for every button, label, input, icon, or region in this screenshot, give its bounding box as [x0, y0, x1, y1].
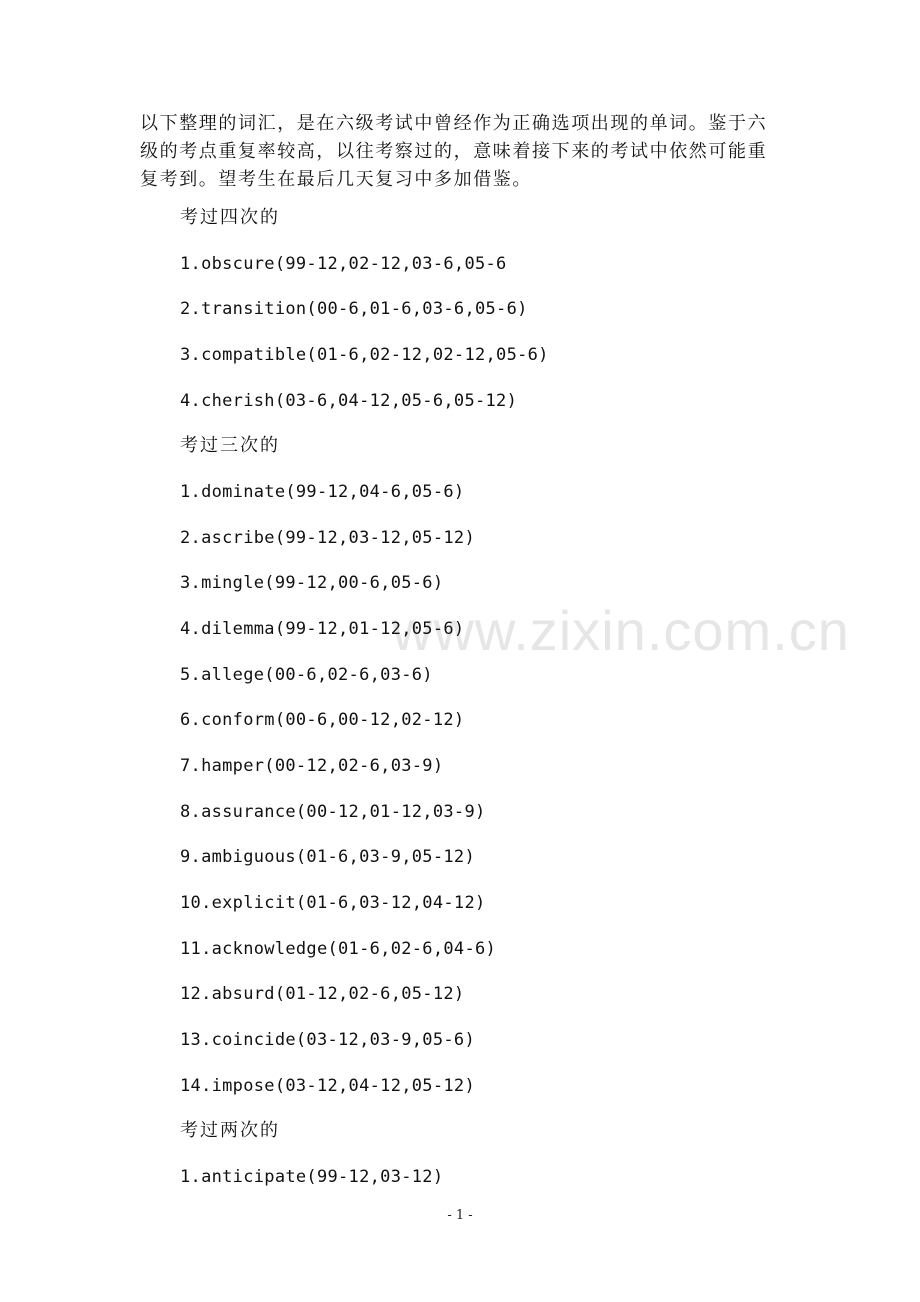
word-item: 11.acknowledge(01-6,02-6,04-6)	[180, 939, 497, 959]
word-item: 13.coincide(03-12,03-9,05-6)	[180, 1030, 475, 1050]
word-item: 6.conform(00-6,00-12,02-12)	[180, 710, 465, 730]
watermark: www.zixin.com.cn	[392, 599, 850, 662]
word-item: 4.cherish(03-6,04-12,05-6,05-12)	[180, 391, 518, 411]
page-number: - 1 -	[447, 1208, 473, 1223]
word-item: 14.impose(03-12,04-12,05-12)	[180, 1076, 475, 1096]
word-item: 1.dominate(99-12,04-6,05-6)	[180, 482, 465, 502]
word-item: 1.anticipate(99-12,03-12)	[180, 1167, 444, 1187]
word-item: 2.ascribe(99-12,03-12,05-12)	[180, 528, 475, 548]
word-item: 8.assurance(00-12,01-12,03-9)	[180, 802, 486, 822]
word-item: 7.hamper(00-12,02-6,03-9)	[180, 756, 444, 776]
intro-paragraph: 以下整理的词汇，是在六级考试中曾经作为正确选项出现的单词。鉴于六级的考点重复率较高，以往考察过的，意味着接下来的考试中依然可能重复考到。望考生在最后几天复习中多加借鉴。	[140, 113, 768, 190]
word-item: 10.explicit(01-6,03-12,04-12)	[180, 893, 486, 913]
section-heading-two-times: 考过两次的	[180, 1120, 280, 1141]
word-item: 1.obscure(99-12,02-12,03-6,05-6	[180, 254, 507, 274]
word-item: 3.mingle(99-12,00-6,05-6)	[180, 573, 444, 593]
word-item: 2.transition(00-6,01-6,03-6,05-6)	[180, 299, 528, 319]
word-item: 3.compatible(01-6,02-12,02-12,05-6)	[180, 345, 549, 365]
word-item: 9.ambiguous(01-6,03-9,05-12)	[180, 847, 475, 867]
section-heading-three-times: 考过三次的	[180, 435, 280, 456]
word-item: 5.allege(00-6,02-6,03-6)	[180, 665, 433, 685]
section-heading-four-times: 考过四次的	[180, 207, 280, 228]
word-item: 4.dilemma(99-12,01-12,05-6)	[180, 619, 465, 639]
word-item: 12.absurd(01-12,02-6,05-12)	[180, 984, 465, 1004]
